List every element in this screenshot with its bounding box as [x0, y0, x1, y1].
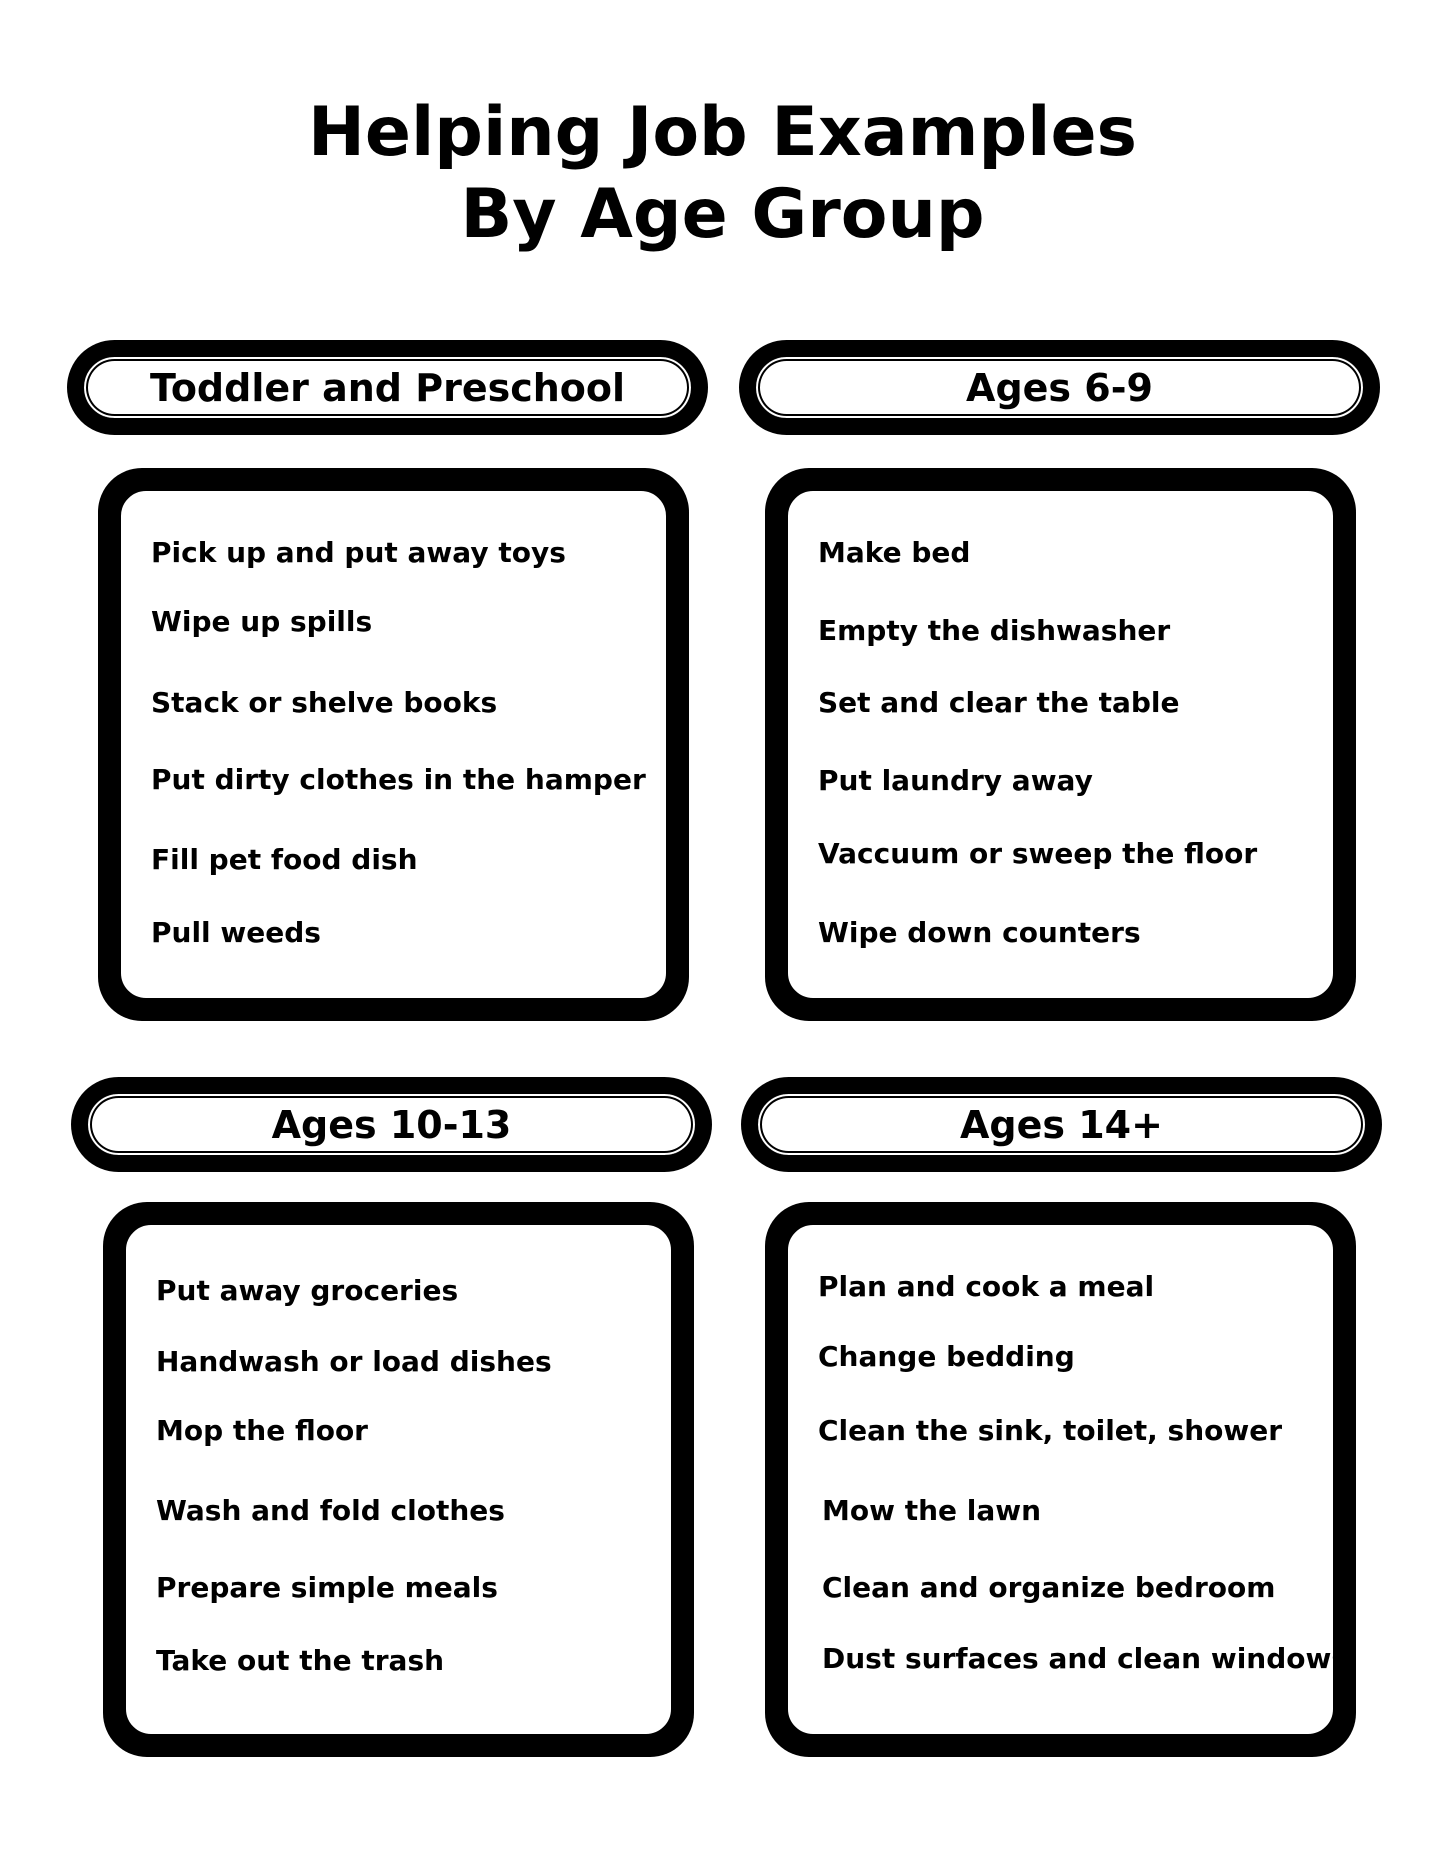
page-title-line-1: Helping Job Examples [307, 93, 1138, 172]
list-item: Change bedding [818, 1340, 1075, 1373]
page-title [0, 92, 1445, 256]
list-item: Put dirty clothes in the hamper [151, 763, 646, 796]
list-item: Prepare simple meals [156, 1571, 498, 1604]
list-item: Mow the lawn [822, 1494, 1042, 1527]
group-list-toddler [98, 468, 689, 1021]
group-heading-label: Toddler and Preschool [81, 354, 694, 421]
list-item: Vaccuum or sweep the floor [818, 837, 1258, 870]
list-item: Wipe up spills [151, 605, 373, 638]
group-heading-label: Ages 10-13 [85, 1091, 698, 1158]
group-list-inner [785, 1222, 1349, 1737]
list-item: Clean and organize bedroom [822, 1571, 1276, 1604]
group-heading-ages-14-plus [741, 1077, 1382, 1172]
list-item: Plan and cook a meal [818, 1270, 1155, 1303]
list-item: Pull weeds [151, 916, 321, 949]
list-item: Set and clear the table [818, 686, 1180, 719]
group-heading-label: Ages 6-9 [753, 354, 1366, 421]
list-item: Handwash or load dishes [156, 1345, 552, 1378]
list-item: Wash and fold clothes [156, 1494, 505, 1527]
list-item: Clean the sink, toilet, shower [818, 1414, 1283, 1447]
group-list-ages-14-plus [765, 1202, 1356, 1757]
list-item: Dust surfaces and clean windows [822, 1642, 1349, 1675]
group-list-inner [118, 488, 669, 1001]
list-item: Put laundry away [818, 764, 1093, 797]
group-list-ages-10-13 [103, 1202, 694, 1757]
list-item: Stack or shelve books [151, 686, 498, 719]
group-heading-toddler [67, 340, 708, 435]
group-list-inner [785, 488, 1336, 1001]
group-list-inner [123, 1222, 674, 1737]
list-item: Pick up and put away toys [151, 536, 566, 569]
list-item: Make bed [818, 536, 971, 569]
group-heading-ages-10-13 [71, 1077, 712, 1172]
group-heading-ages-6-9 [739, 340, 1380, 435]
list-item: Put away groceries [156, 1274, 459, 1307]
list-item: Wipe down counters [818, 916, 1141, 949]
list-item: Fill pet food dish [151, 843, 418, 876]
group-heading-label: Ages 14+ [755, 1091, 1368, 1158]
list-item: Take out the trash [156, 1644, 445, 1677]
list-item: Empty the dishwasher [818, 614, 1171, 647]
list-item: Mop the floor [156, 1414, 368, 1447]
page-title-line-2: By Age Group [460, 175, 985, 254]
group-list-ages-6-9 [765, 468, 1356, 1021]
